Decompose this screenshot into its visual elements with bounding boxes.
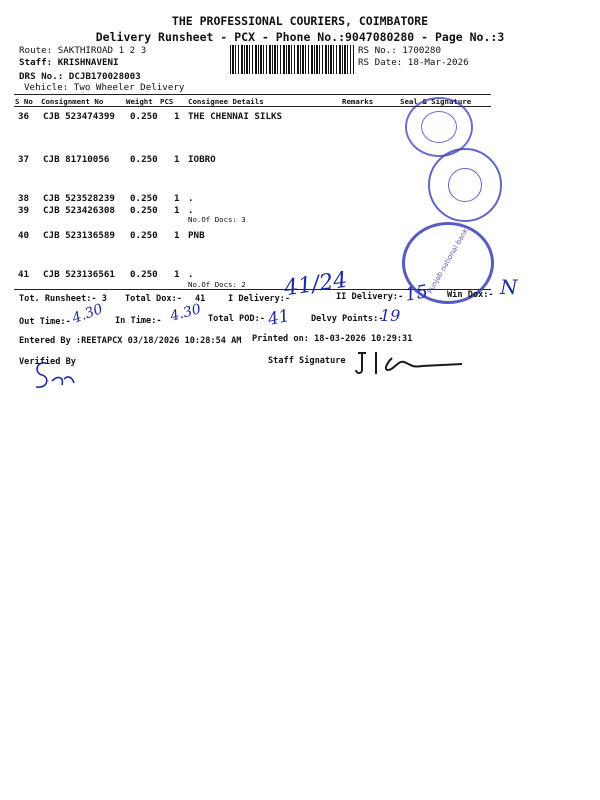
handwritten-i-delivery: 41/24 [282, 267, 349, 302]
row-sno: 36 [18, 111, 30, 122]
entered-by: Entered By :REETAPCX 03/18/2026 10:28:54 AM [19, 336, 242, 346]
col-consignment: Consignment No [41, 97, 104, 106]
row-consignment: CJB 523136589 [43, 230, 115, 241]
row-sno: 39 [18, 205, 30, 216]
row-pcs: 1 [174, 230, 180, 241]
row-consignment: CJB 523426308 [43, 205, 115, 216]
rs-number: RS No.: 1700280 [358, 45, 441, 56]
col-pcs: PCS [160, 97, 174, 106]
verified-by-signature [28, 355, 78, 400]
company-title: THE PROFESSIONAL COURIERS, COIMBATORE [171, 14, 429, 28]
row-weight: 0.250 [130, 193, 158, 204]
row-weight: 0.250 [130, 269, 158, 280]
total-dox-label: Total Dox:- [125, 294, 182, 304]
row-consignee: . [188, 269, 194, 280]
bank-stamp-text: Punjab national bank [425, 227, 470, 295]
row-sno: 38 [18, 193, 30, 204]
row-pcs: 1 [174, 154, 180, 165]
row-consignee: . [188, 193, 194, 204]
vehicle-label: Vehicle: Two Wheeler Delivery [24, 82, 185, 93]
row-sno: 41 [18, 269, 30, 280]
route-label: Route: SAKTHIROAD 1 2 3 [19, 45, 147, 56]
staff-signature-label: Staff Signature [268, 356, 346, 366]
printed-on: Printed on: 18-03-2026 10:29:31 [252, 334, 413, 344]
row-consignment: CJB 523136561 [43, 269, 115, 280]
row-consignee: IOBRO [188, 154, 216, 165]
tot-runsheet: Tot. Runsheet:- 3 [19, 294, 107, 304]
seal-stamp-2 [428, 148, 502, 222]
delvy-points-label: Delvy Points:- [311, 314, 384, 324]
col-consignee: Consignee Details [188, 97, 264, 106]
in-time-label: In Time:- [115, 316, 162, 326]
row-docs-count: No.Of Docs: 2 [188, 280, 246, 289]
col-seal-signature: Seal & Signature [400, 97, 472, 106]
barcode-image [230, 45, 354, 74]
row-weight: 0.250 [130, 230, 158, 241]
row-consignment: CJB 523474399 [43, 111, 115, 122]
col-weight: Weight [126, 97, 153, 106]
row-pcs: 1 [174, 269, 180, 280]
handwritten-ii-delivery: 15 [403, 281, 430, 306]
col-remarks: Remarks [342, 97, 374, 106]
win-dox-label: Win Dox:- [447, 290, 494, 300]
staff-signature-image [352, 348, 472, 378]
handwritten-in-time: 4.30 [168, 301, 203, 325]
verified-by-label: Verified By [19, 357, 76, 367]
row-sno: 40 [18, 230, 30, 241]
staff-label: Staff: KRISHNAVENI [19, 57, 119, 68]
rs-date: RS Date: 18-Mar-2026 [358, 57, 469, 68]
i-delivery-label: I Delivery:- [228, 294, 291, 304]
row-weight: 0.250 [130, 154, 158, 165]
ii-delivery-label: II Delivery:- [336, 292, 404, 302]
row-pcs: 1 [174, 205, 180, 216]
row-pcs: 1 [174, 111, 180, 122]
row-weight: 0.250 [130, 205, 158, 216]
row-consignee: . [188, 205, 194, 216]
row-consignment: CJB 81710056 [43, 154, 110, 165]
row-sno: 37 [18, 154, 30, 165]
total-dox-value: 41 [195, 294, 206, 304]
handwritten-total-pod: 41 [266, 305, 292, 331]
row-consignee: PNB [188, 230, 205, 241]
handwritten-out-time: 4.30 [70, 301, 105, 327]
out-time-label: Out Time:- [19, 317, 71, 327]
row-weight: 0.250 [130, 111, 158, 122]
handwritten-win-dox: N [500, 275, 518, 299]
handwritten-delvy-points: 19 [380, 306, 401, 325]
col-sno: S No [15, 97, 33, 106]
runsheet-subtitle: Delivery Runsheet - PCX - Phone No.:9047080280 - Page No.:3 [95, 30, 505, 44]
row-consignment: CJB 523528239 [43, 193, 115, 204]
total-pod-label: Total POD:- [208, 314, 265, 324]
row-consignee: THE CHENNAI SILKS [188, 111, 283, 122]
row-pcs: 1 [174, 193, 180, 204]
row-docs-count: No.Of Docs: 3 [188, 215, 246, 224]
drs-number: DRS No.: DCJB170028003 [19, 71, 141, 82]
